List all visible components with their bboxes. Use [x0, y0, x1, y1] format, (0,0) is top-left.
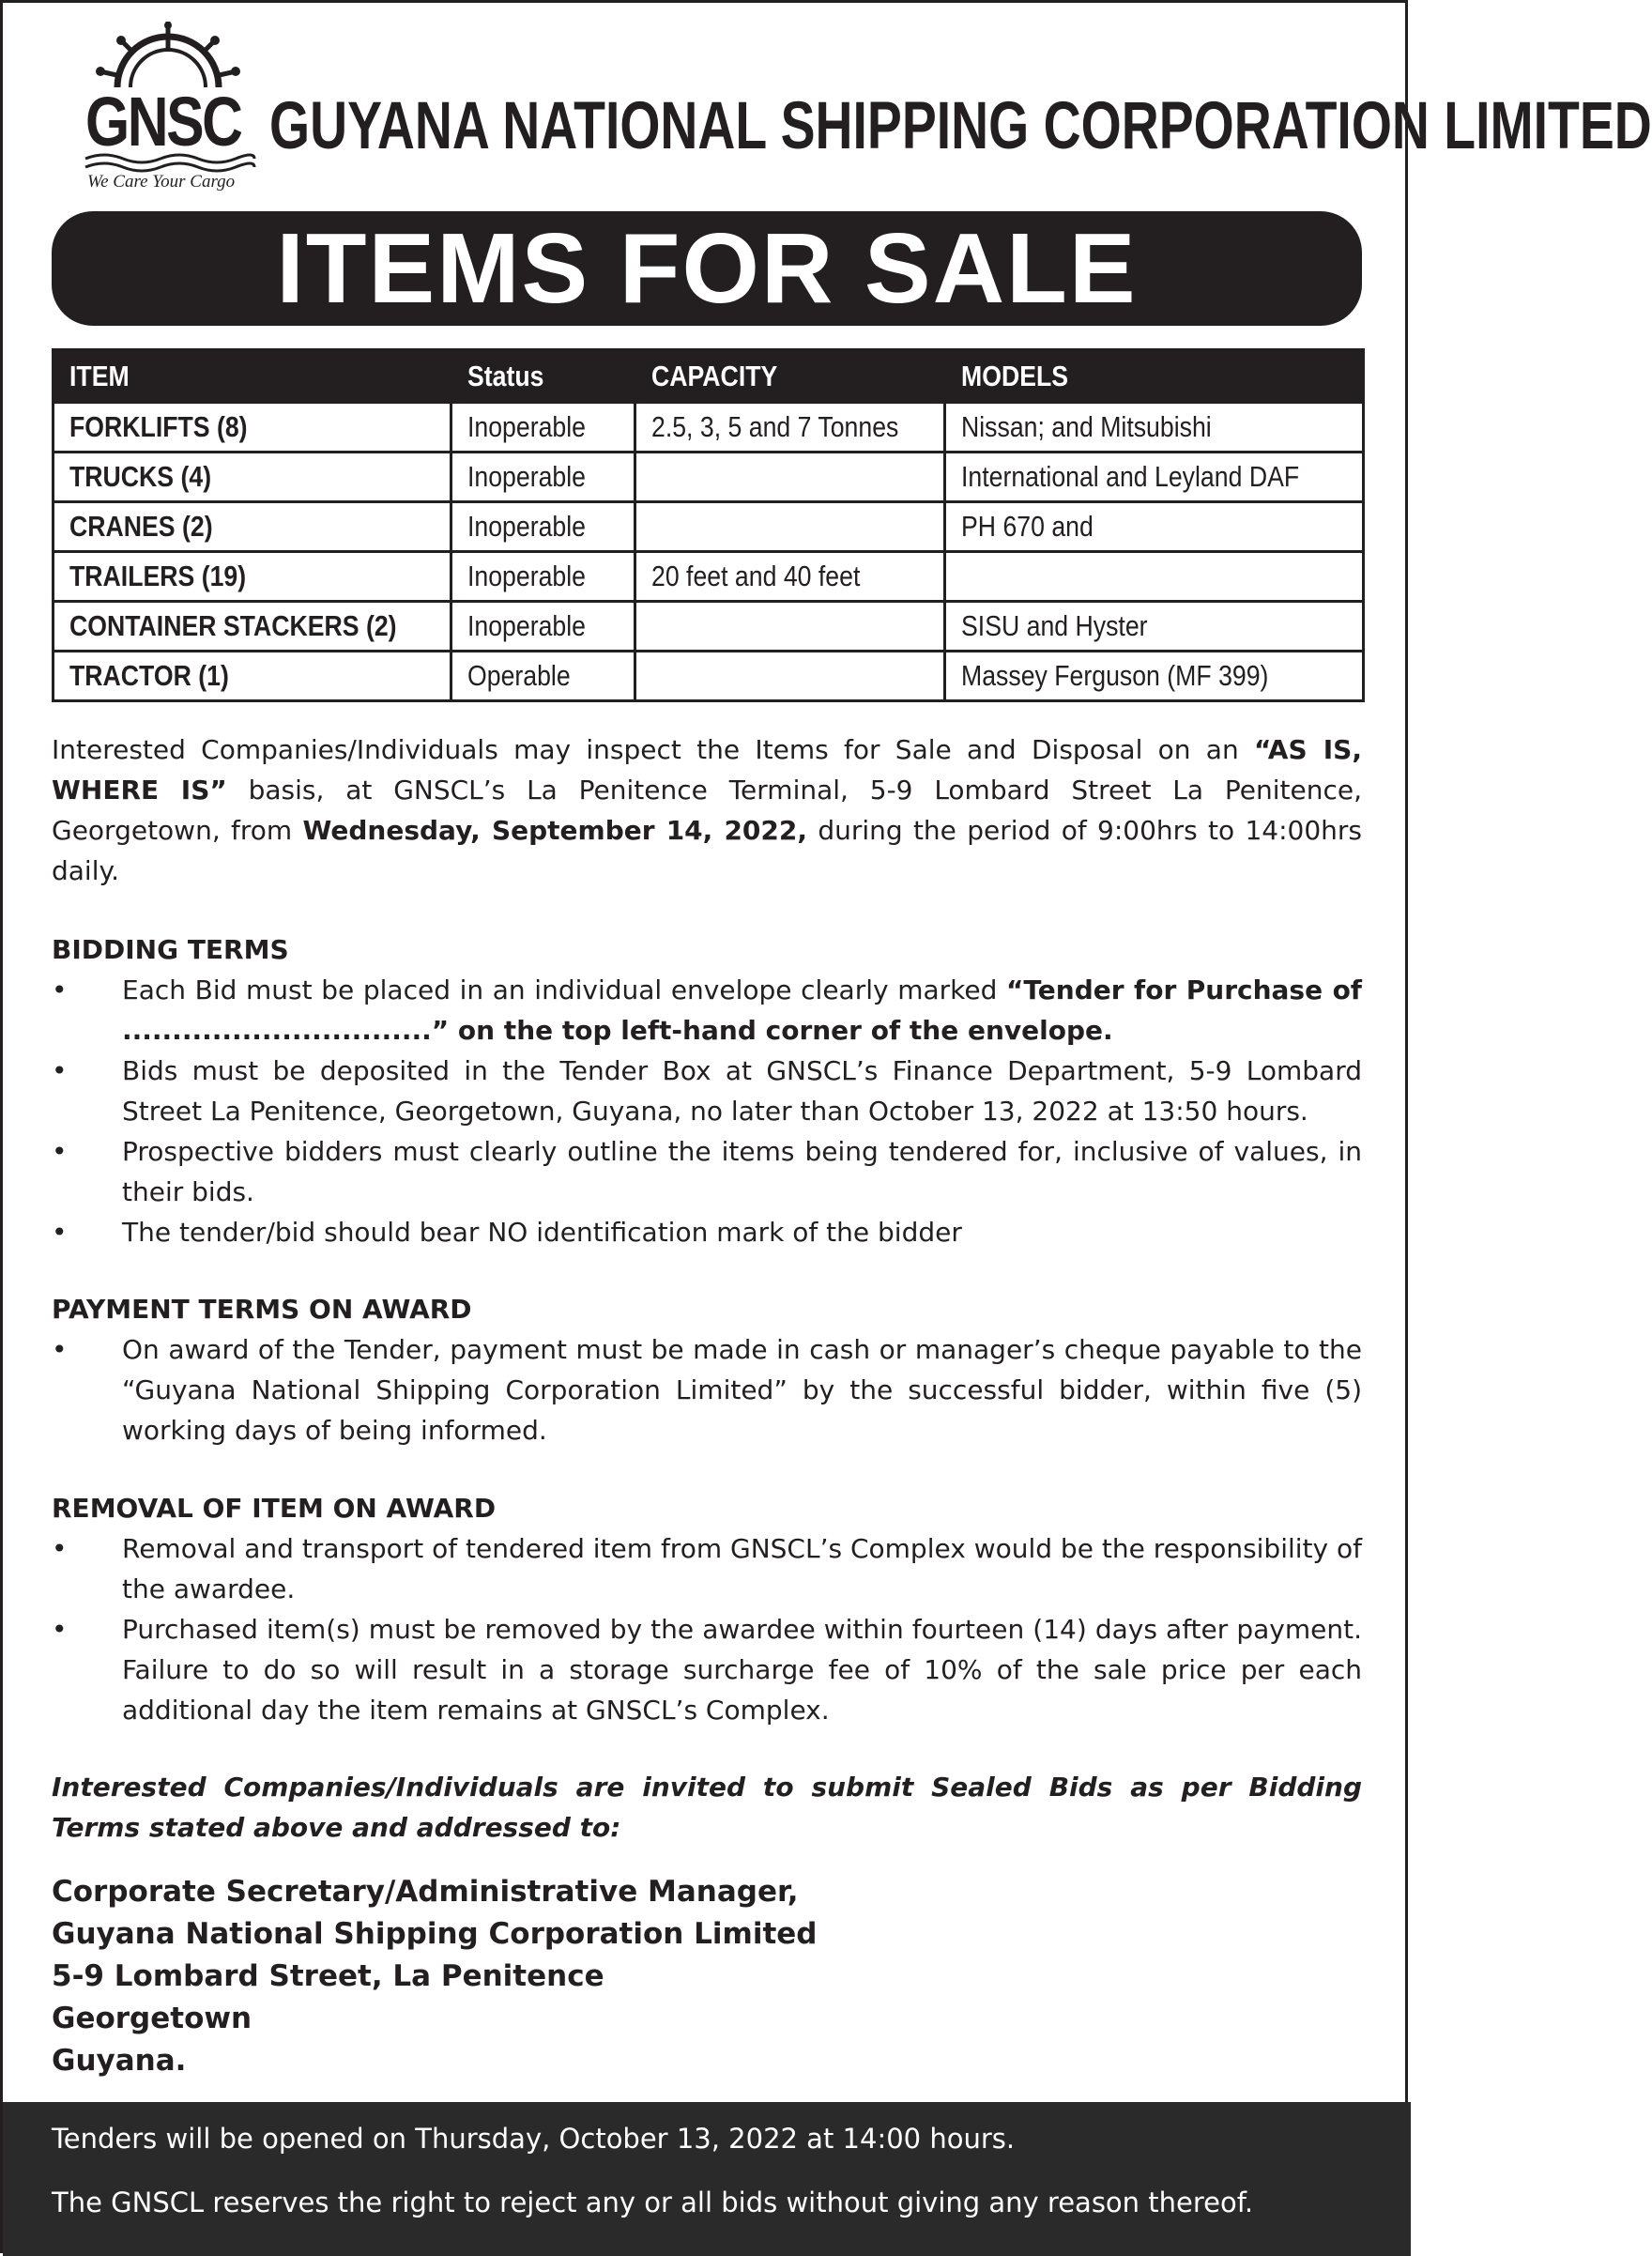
removal-heading: REMOVAL OF ITEM ON AWARD	[52, 1493, 497, 1524]
invitation-text: Interested Companies/Individuals are invited to submit Sealed Bids as per Bidding Terms stated above and addressed to:	[52, 1772, 1362, 1843]
capacity-cell: 20 feet and 40 feet	[635, 552, 945, 602]
capacity-cell	[635, 652, 945, 701]
item-cell: TRUCKS (4)	[54, 453, 451, 502]
item-cell: FORKLIFTS (8)	[54, 403, 451, 453]
list-item: • Removal and transport of tendered item from GNSCL’s Complex would be the responsibility of the awardee.	[52, 1528, 1362, 1609]
table-row	[54, 602, 1364, 652]
status-cell: Inoperable	[451, 552, 635, 602]
status-cell: Inoperable	[451, 502, 635, 552]
models-cell: PH 670 and	[945, 502, 1364, 552]
waves-icon	[84, 153, 256, 174]
banner-title: ITEMS FOR SALE	[276, 213, 1138, 324]
models-cell: International and Leyland DAF	[945, 453, 1364, 502]
list-item: • Bids must be deposited in the Tender Box at GNSCL’s Finance Department, 5-9 Lombard Street La Penitence, Georgetown, Guyana, no later than October 13, 2022 at 13:50 hours.	[52, 1051, 1362, 1131]
capacity-cell: 2.5, 3, 5 and 7 Tonnes	[635, 403, 945, 453]
status-cell: Inoperable	[451, 403, 635, 453]
address-block	[52, 1871, 990, 2082]
table-row	[54, 552, 1364, 602]
list-item: • The tender/bid should bear NO identification mark of the bidder	[52, 1212, 1362, 1252]
bidding-terms-heading: BIDDING TERMS	[52, 934, 289, 965]
column-header-item: ITEM	[54, 350, 451, 403]
table-row	[54, 502, 1364, 552]
item-cell: TRACTOR (1)	[54, 652, 451, 701]
models-cell: Nissan; and Mitsubishi	[945, 403, 1364, 453]
models-cell	[945, 552, 1364, 602]
payment-terms-list	[52, 1329, 1362, 1450]
column-header-status: Status	[451, 350, 635, 403]
address-line: Georgetown	[52, 2002, 252, 2035]
table-row	[54, 453, 1364, 502]
models-cell: Massey Ferguson (MF 399)	[945, 652, 1364, 701]
items-table	[52, 348, 1365, 702]
table-row	[54, 652, 1364, 701]
intro-paragraph: Interested Companies/Individuals may inspect the Items for Sale and Disposal on an “AS IS, WHERE IS” basis, at GNSCL’s La Penitence Terminal, 5-9 Lombard Street La Penitence, Georgetown, from Wednesday, September 14, 2022, during the period of 9:00hrs to 14:00hrs daily.	[52, 734, 1362, 886]
capacity-cell	[635, 453, 945, 502]
bidding-terms-list	[52, 970, 1362, 1252]
title-banner	[52, 211, 1362, 326]
table-row	[54, 403, 1364, 453]
address-line: Guyana.	[52, 2044, 187, 2078]
item-cell: TRAILERS (19)	[54, 552, 451, 602]
tender-opening-notice: Tenders will be opened on Thursday, October 13, 2022 at 14:00 hours.	[52, 2123, 1016, 2155]
logo-wordmark: GNSC	[85, 83, 241, 161]
column-header-capacity: CAPACITY	[635, 350, 945, 403]
address-line: Corporate Secretary/Administrative Manager,	[52, 1875, 799, 1909]
item-cell: CRANES (2)	[54, 502, 451, 552]
removal-list	[52, 1528, 1362, 1730]
capacity-cell	[635, 502, 945, 552]
logo-tagline: We Care Your Cargo	[87, 172, 236, 192]
footer	[3, 2102, 1411, 2256]
address-line: Guyana National Shipping Corporation Limited	[52, 1917, 818, 1951]
status-cell: Inoperable	[451, 453, 635, 502]
payment-terms-heading: PAYMENT TERMS ON AWARD	[52, 1294, 472, 1325]
list-item: • Purchased item(s) must be removed by the awardee within fourteen (14) days after payment. Failure to do so will result in a storage surcharge fee of 10% of the sale price per each additional day the item remains at GNSCL’s Complex.	[52, 1609, 1362, 1730]
item-cell: CONTAINER STACKERS (2)	[54, 602, 451, 652]
list-item: • Prospective bidders must clearly outline the items being tendered for, inclusive of values, in their bids.	[52, 1131, 1362, 1212]
list-item: • Each Bid must be placed in an individual envelope clearly marked “Tender for Purchase of ...............................” on the top left-hand corner of the envelope.	[52, 970, 1362, 1051]
header	[52, 20, 1652, 198]
models-cell: SISU and Hyster	[945, 602, 1364, 652]
column-header-models: MODELS	[945, 350, 1364, 403]
organization-name: GUYANA NATIONAL SHIPPING CORPORATION LIMITED	[269, 89, 1652, 163]
capacity-cell	[635, 602, 945, 652]
reservation-notice: The GNSCL reserves the right to reject any or all bids without giving any reason thereof.	[52, 2187, 1254, 2218]
list-item: • On award of the Tender, payment must be made in cash or manager’s cheque payable to the “Guyana National Shipping Corporation Limited” by the successful bidder, within five (5) working days of being informed.	[52, 1329, 1362, 1450]
table-header-row	[54, 350, 1364, 403]
address-line: 5-9 Lombard Street, La Penitence	[52, 1959, 604, 1993]
status-cell: Operable	[451, 652, 635, 701]
status-cell: Inoperable	[451, 602, 635, 652]
